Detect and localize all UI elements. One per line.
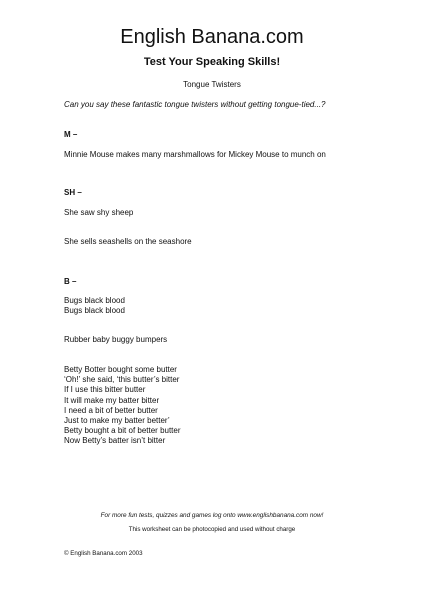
twister-line: I need a bit of better butter [64,405,158,415]
twister-b-2 [64,335,167,345]
footer-photocopy-note: This worksheet can be photocopied and used without charge [128,526,296,533]
section-heading-m: M – [64,130,78,139]
copyright-notice: © English Banana.com 2003 [64,550,143,557]
twister-b-1 [64,296,125,316]
twister-line: It will make my batter bitter [64,395,160,405]
twister-line: Just to make my batter better’ [64,415,170,425]
twister-line: She saw shy sheep [64,208,134,217]
twister-m [64,150,326,160]
section-heading-sh: SH – [64,188,82,197]
twister-line: If I use this bitter butter [64,385,146,395]
site-title: English Banana.com [120,26,304,48]
twister-line: She sells seashells on the seashore [64,237,192,246]
twister-b-3 [64,365,181,447]
twister-sh-1 [64,208,133,218]
twister-line: ‘Oh!’ she said, ‘this butter’s bitter [64,375,180,385]
twister-line: Betty bought a bit of better butter [64,426,181,436]
intro-question: Can you say these fantastic tongue twisters without getting tongue-tied...? [64,100,326,109]
twister-line: Minnie Mouse makes many marshmallows for Mickey Mouse to munch on [64,150,326,159]
twister-line: Now Betty’s batter isn’t bitter [64,436,166,446]
twister-sh-2 [64,237,192,247]
twister-line: Betty Botter bought some butter [64,365,177,374]
twister-line: Bugs black blood [64,306,125,316]
worksheet-topic: Tongue Twisters [183,80,241,89]
footer-promo: For more fun tests, quizzes and games log onto www.englishbanana.com now! [100,512,324,519]
twister-line: Rubber baby buggy bumpers [64,335,168,344]
worksheet-subtitle: Test Your Speaking Skills! [143,56,281,68]
twister-line: Bugs black blood [64,296,125,305]
section-heading-b: B – [64,277,77,286]
